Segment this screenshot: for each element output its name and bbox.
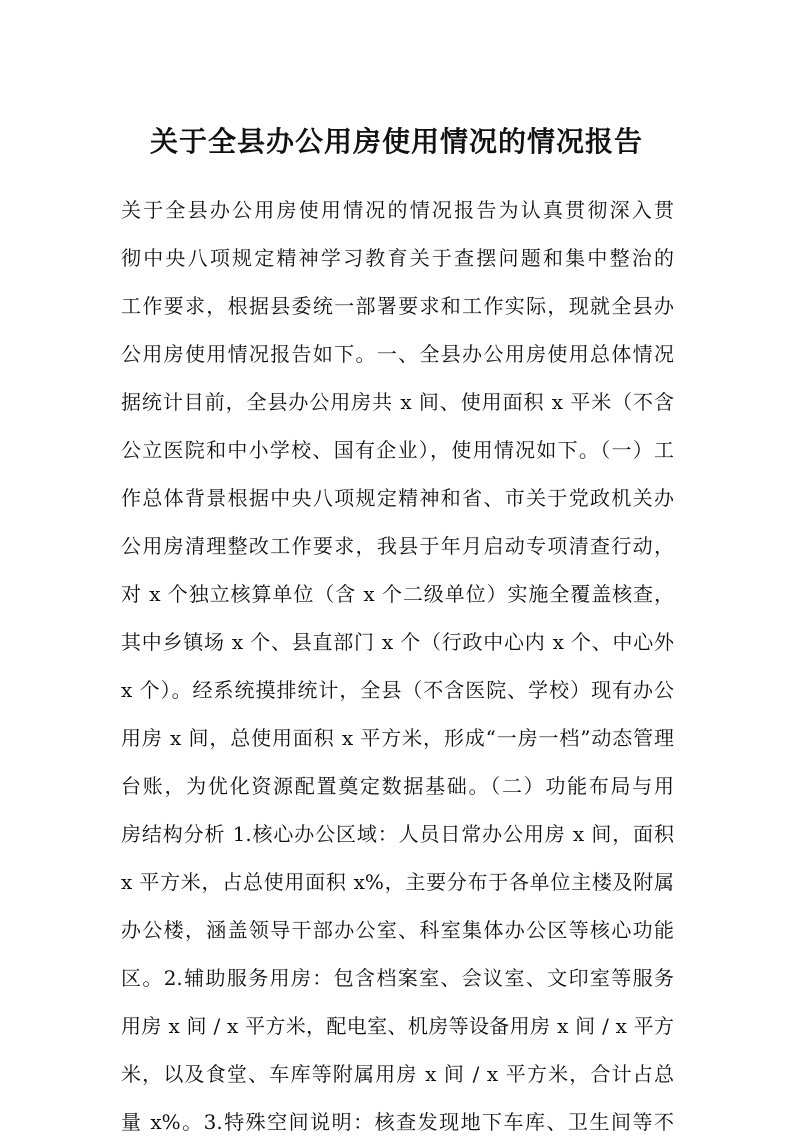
body-line: 对 x 个独立核算单位（含 x 个二级单位）实施全覆盖核查， bbox=[121, 582, 674, 606]
body-line: 用房 x 间 / x 平方米，配电室、机房等设备用房 x 间 / x 平方 bbox=[121, 1014, 674, 1038]
body-line: 其中乡镇场 x 个、县直部门 x 个（行政中心内 x 个、中心外 bbox=[121, 630, 674, 654]
body-line: 公用房清理整改工作要求，我县于年月启动专项清查行动， bbox=[121, 534, 674, 558]
body-line: 用房 x 间，总使用面积 x 平方米，形成“一房一档”动态管理 bbox=[121, 726, 674, 750]
body-line: 台账，为优化资源配置奠定数据基础。（二）功能布局与用 bbox=[121, 774, 674, 798]
body-line: 关于全县办公用房使用情况的情况报告为认真贯彻深入贯 bbox=[121, 198, 674, 222]
body-line: 据统计目前，全县办公用房共 x 间、使用面积 x 平米（不含 bbox=[121, 390, 674, 414]
body-line: 量 x%。3.特殊空间说明：核查发现地下车库、卫生间等不 bbox=[121, 1110, 674, 1134]
body-line: x 平方米，占总使用面积 x%，主要分布于各单位主楼及附属 bbox=[121, 870, 674, 894]
body-line: 房结构分析 1.核心办公区域：人员日常办公用房 x 间，面积 bbox=[121, 822, 674, 846]
body-line: 彻中央八项规定精神学习教育关于查摆问题和集中整治的 bbox=[121, 246, 674, 270]
body-line: 米，以及食堂、车库等附属用房 x 间 / x 平方米，合计占总 bbox=[121, 1062, 674, 1086]
body-line: 公立医院和中小学校、国有企业），使用情况如下。（一）工 bbox=[121, 438, 674, 462]
document-body bbox=[121, 186, 674, 1146]
body-line: 作总体背景根据中央八项规定精神和省、市关于党政机关办 bbox=[121, 486, 674, 510]
document-title: 关于全县办公用房使用情况的情况报告 bbox=[149, 125, 643, 158]
body-line: 区。2.辅助服务用房：包含档案室、会议室、文印室等服务 bbox=[121, 966, 674, 990]
body-line: x 个）。经系统摸排统计，全县（不含医院、学校）现有办公 bbox=[121, 678, 674, 702]
body-line: 办公楼，涵盖领导干部办公室、科室集体办公区等核心功能 bbox=[121, 918, 674, 942]
body-line: 工作要求，根据县委统一部署要求和工作实际，现就全县办 bbox=[121, 294, 674, 318]
body-line: 公用房使用情况报告如下。一、全县办公用房使用总体情况 bbox=[121, 342, 674, 366]
